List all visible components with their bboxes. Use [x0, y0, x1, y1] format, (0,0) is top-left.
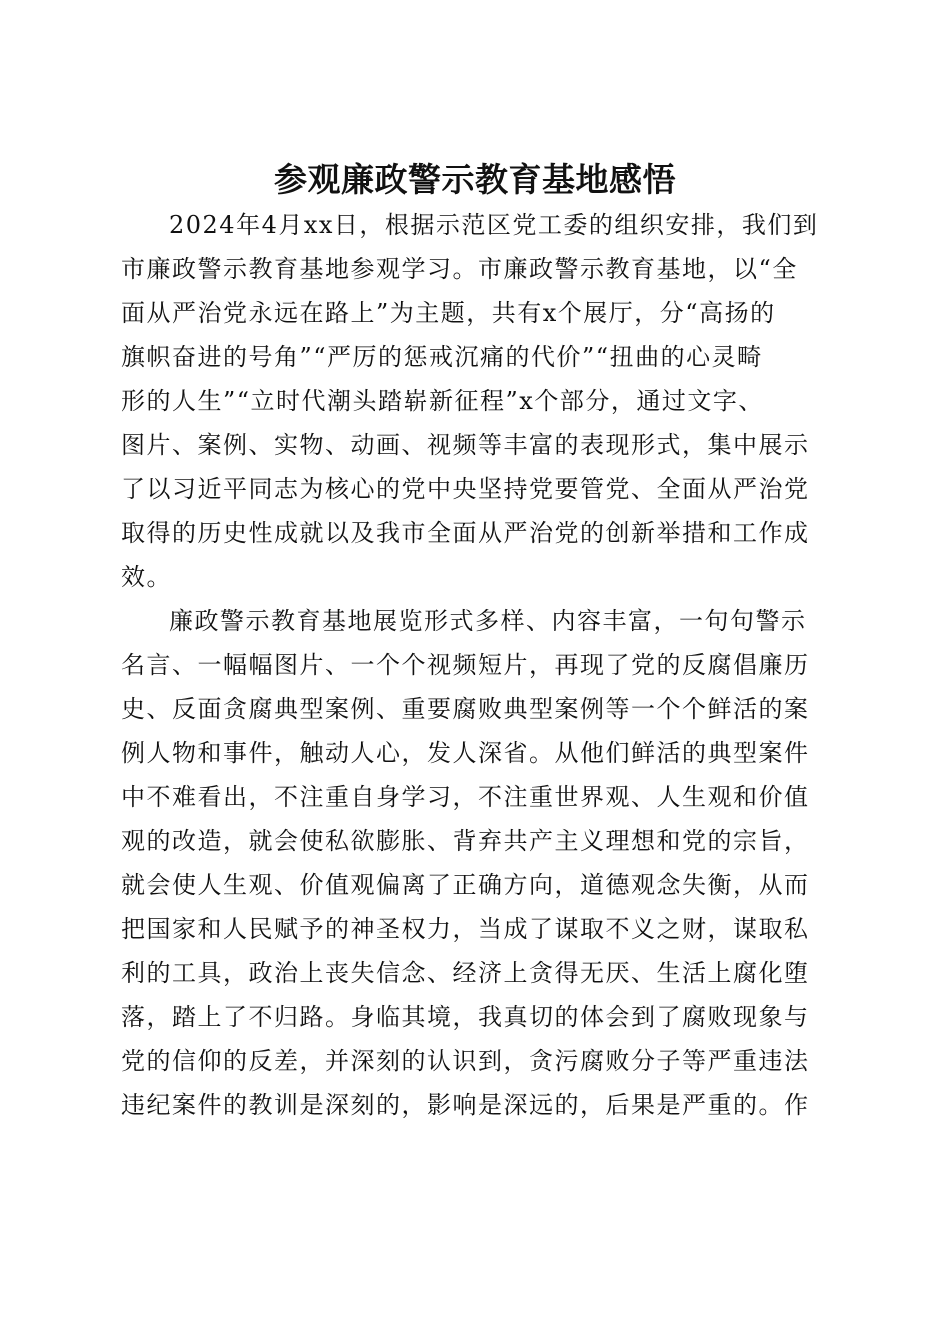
- paragraph-line: 观的改造，就会使私欲膨胀、背弃共产主义理想和党的宗旨，: [121, 827, 810, 855]
- paragraph-line: 利的工具，政治上丧失信念、经济上贪得无厌、生活上腐化堕: [121, 959, 810, 987]
- paragraph-line: 就会使人生观、价值观偏离了正确方向，道德观念失衡，从而: [121, 871, 810, 899]
- document-body: [121, 203, 823, 1127]
- paragraph-line: 违纪案件的教训是深刻的，影响是深远的，后果是严重的。作: [121, 1091, 810, 1119]
- paragraph-line: 名言、一幅幅图片、一个个视频短片，再现了党的反腐倡廉历: [121, 651, 810, 679]
- paragraph-line: 廉政警示教育基地展览形式多样、内容丰富，一句句警示: [169, 607, 807, 635]
- paragraph-line: 取得的历史性成就以及我市全面从严治党的创新举措和工作成: [121, 519, 810, 547]
- paragraph-line: 落，踏上了不归路。身临其境，我真切的体会到了腐败现象与: [121, 1003, 810, 1031]
- paragraph-line: 史、反面贪腐典型案例、重要腐败典型案例等一个个鲜活的案: [121, 695, 810, 723]
- paragraph-line: 2024年4月xx日，根据示范区党工委的组织安排，我们到: [169, 211, 819, 239]
- paragraph-1: [121, 203, 823, 599]
- paragraph-line: 效。: [121, 563, 172, 591]
- paragraph-line: 旗帜奋进的号角”“严厉的惩戒沉痛的代价”“扭曲的心灵畸: [121, 343, 763, 371]
- paragraph-line: 党的信仰的反差，并深刻的认识到，贪污腐败分子等严重违法: [121, 1047, 810, 1075]
- paragraph-2: [121, 599, 823, 1127]
- paragraph-line: 把国家和人民赋予的神圣权力，当成了谋取不义之财，谋取私: [121, 915, 810, 943]
- paragraph-line: 了以习近平同志为核心的党中央坚持党要管党、全面从严治党: [121, 475, 810, 503]
- paragraph-line: 市廉政警示教育基地参观学习。市廉政警示教育基地，以“全: [121, 255, 798, 283]
- paragraph-line: 中不难看出，不注重自身学习，不注重世界观、人生观和价值: [121, 783, 810, 811]
- paragraph-line: 图片、案例、实物、动画、视频等丰富的表现形式，集中展示: [121, 431, 810, 459]
- document-title: 参观廉政警示教育基地感悟: [274, 160, 676, 200]
- paragraph-line: 面从严治党永远在路上”为主题，共有x个展厅，分“高扬的: [121, 299, 776, 327]
- paragraph-line: 形的人生”“立时代潮头踏崭新征程”x个部分，通过文字、: [121, 387, 764, 415]
- paragraph-line: 例人物和事件，触动人心，发人深省。从他们鲜活的典型案件: [121, 739, 810, 767]
